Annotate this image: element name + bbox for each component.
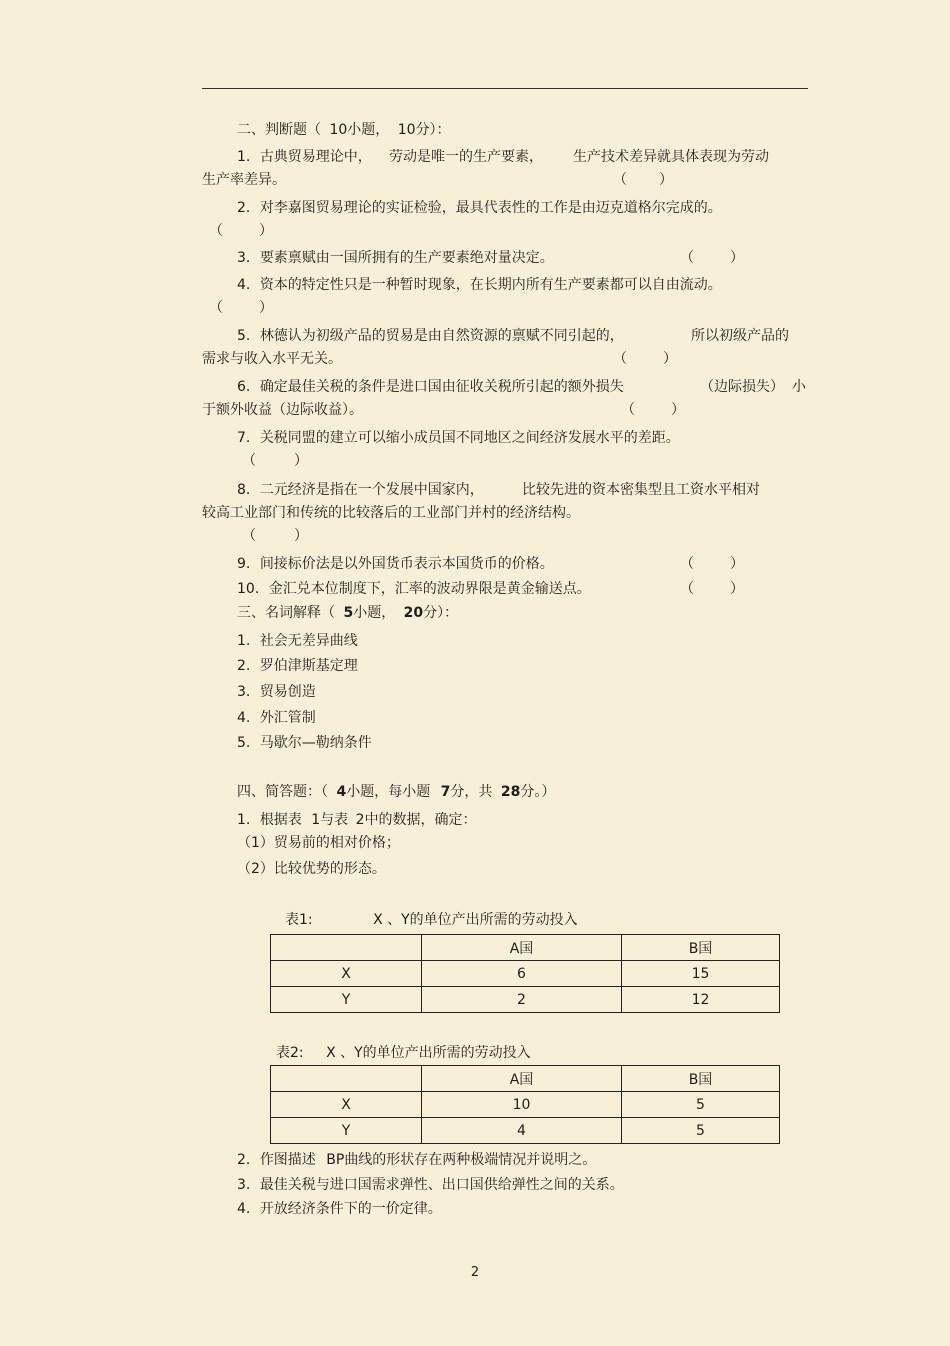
short-q-1 (237, 811, 477, 829)
table-row (271, 1092, 780, 1118)
heading-text: 三、名词解释（ (237, 605, 335, 621)
item-text: 要素禀赋由一国所拥有的生产要素绝对量决定。 (259, 250, 554, 266)
judge-item-6 (237, 378, 624, 396)
table-row (271, 1118, 780, 1144)
paren-close: ） (663, 351, 677, 367)
item-text: 所以初级产品的 (691, 328, 789, 344)
judge-item-7 (237, 429, 680, 447)
heading-text: 分。） (520, 784, 556, 800)
term-item-3 (237, 683, 316, 701)
table-cell: 5 (622, 1118, 780, 1144)
table-header-cell: B国 (622, 1066, 780, 1092)
table-cell: 5 (622, 1092, 780, 1118)
item-text: 比较先进的资本密集型且工资水平相对 (522, 482, 760, 498)
header-rule (202, 88, 808, 89)
heading-text: 小题，每小题 (346, 784, 431, 800)
table-cell: Y (271, 1118, 422, 1144)
table1-caption (285, 911, 578, 929)
paren-open: （ (613, 172, 627, 188)
item-number: 4. (237, 710, 251, 726)
paren-close: ） (730, 581, 744, 597)
paren-close: ） (259, 300, 273, 316)
table-cell: 10 (422, 1092, 622, 1118)
item-text: 社会无差异曲线 (259, 633, 358, 649)
table-cell: 12 (622, 987, 780, 1013)
judge-item-1 (237, 148, 372, 166)
page-number: 2 (470, 1265, 480, 1280)
item-text: 确定最佳关税的条件是进口国由征收关税所引起的额外损失 (259, 379, 624, 395)
judge-item-9 (237, 555, 554, 573)
table-cell: Y (271, 987, 422, 1013)
item-text: 间接标价法是以外国货币表示本国货币的价格。 (259, 556, 554, 572)
paren-close: ） (294, 453, 308, 469)
section2-heading (237, 121, 451, 139)
item-text: 金汇兑本位制度下，汇率的波动界限是黄金输送点。 (268, 581, 591, 597)
item-text: 开放经济条件下的一价定律。 (259, 1201, 442, 1217)
item-number: 3. (237, 684, 251, 700)
item-number: 10. (237, 581, 260, 597)
item-text: 对李嘉图贸易理论的实证检验，最具代表性的工作是由迈克道格尔完成的。 (259, 200, 722, 216)
item-number: 1. (237, 149, 251, 165)
item-number: 7. (237, 430, 251, 446)
judge-item-2 (237, 199, 722, 217)
item-text: 林德认为初级产品的贸易是由自然资源的禀赋不同引起的， (259, 328, 624, 344)
item-text: 罗伯津斯基定理 (259, 658, 358, 674)
paren-close: ） (259, 223, 273, 239)
table-row (271, 987, 780, 1013)
table-cell: X (271, 961, 422, 987)
table2 (270, 1065, 780, 1144)
item-number: 2. (237, 658, 251, 674)
table-cell: 6 (422, 961, 622, 987)
heading-total: 28 (500, 784, 521, 800)
table-header-cell: A国 (422, 1066, 622, 1092)
table-row (271, 961, 780, 987)
table-header-row (271, 1066, 780, 1092)
sub-question-2: （2）比较优势的形态。 (237, 861, 386, 877)
item-text: 最佳关税与进口国需求弹性、出口国供给弹性之间的关系。 (259, 1177, 624, 1193)
item-number: 6. (237, 379, 251, 395)
item-number: 5. (237, 735, 251, 751)
caption-label: 表2: (276, 1045, 304, 1061)
table-cell: 2 (422, 987, 622, 1013)
paren-open: （ (680, 581, 694, 597)
item-number: 2. (237, 200, 251, 216)
heading-text: 小题， (347, 122, 390, 138)
table-cell: X (271, 1092, 422, 1118)
paren-open: （ (242, 528, 256, 544)
item-number: 4. (237, 1201, 251, 1217)
heading-text: 小题， (353, 605, 396, 621)
item-text: 二元经济是指在一个发展中国家内， (259, 482, 484, 498)
paren-open: （ (209, 300, 223, 316)
paren-open: （ (242, 453, 256, 469)
judge-item-4 (237, 276, 722, 294)
item-text: 于额外收益（边际收益）。 (202, 402, 363, 418)
item-text: 劳动是唯一的生产要素， (389, 149, 543, 165)
table-header-cell: B国 (622, 935, 780, 961)
item-text: 外汇管制 (259, 710, 316, 726)
item-number: 3. (237, 1177, 251, 1193)
item-text: 生产率差异。 (202, 172, 286, 188)
paren-close: ） (671, 402, 685, 418)
table-cell: 15 (622, 961, 780, 987)
paren-close: ） (730, 556, 744, 572)
heading-text: 二、判断题（ (237, 122, 321, 138)
table-header-cell (271, 1066, 422, 1092)
paren-open: （ (680, 250, 694, 266)
heading-text: 四、简答题：（ (237, 784, 328, 800)
item-number: 4. (237, 277, 251, 293)
judge-item-5 (237, 327, 624, 345)
item-text: 根据表 (259, 812, 302, 828)
section3-heading (237, 604, 458, 622)
term-item-4 (237, 709, 316, 727)
item-text: 资本的特定性只是一种暂时现象，在长期内所有生产要素都可以自由流动。 (259, 277, 722, 293)
item-text: 小 (792, 379, 806, 395)
table-cell: 4 (422, 1118, 622, 1144)
item-text: BP曲线的形状存在两种极端情况并说明之。 (326, 1152, 597, 1168)
paren-open: （ (613, 351, 627, 367)
heading-score: 20 (403, 605, 424, 621)
heading-count: 4 (336, 784, 347, 800)
section4-heading (237, 783, 555, 801)
item-number: 9. (237, 556, 251, 572)
paren-open: （ (680, 556, 694, 572)
short-q-3 (237, 1176, 624, 1194)
item-text: 古典贸易理论中， (259, 149, 372, 165)
item-number: 5. (237, 328, 251, 344)
heading-text: 分，共 (450, 784, 493, 800)
item-text: 较高工业部门和传统的比较落后的工业部门并村的经济结构。 (202, 505, 580, 521)
table2-caption (276, 1044, 531, 1062)
table-header-cell: A国 (422, 935, 622, 961)
item-text: 1与表 (311, 812, 349, 828)
item-number: 3. (237, 250, 251, 266)
item-number: 1. (237, 633, 251, 649)
heading-text: 分）： (415, 122, 451, 138)
item-text: 关税同盟的建立可以缩小成员国不同地区之间经济发展水平的差距。 (259, 430, 680, 446)
table1 (270, 934, 780, 1013)
table-header-row (271, 935, 780, 961)
heading-score: 7 (440, 784, 451, 800)
item-text: 马歇尔—勒纳条件 (259, 735, 372, 751)
short-q-2 (237, 1151, 596, 1169)
short-q-4 (237, 1200, 442, 1218)
item-text: 生产技术差异就具体表现为劳动 (573, 149, 769, 165)
item-text: 贸易创造 (259, 684, 316, 700)
heading-text: 分）： (423, 605, 459, 621)
heading-count: 5 (343, 605, 354, 621)
term-item-1 (237, 632, 358, 650)
judge-item-8 (237, 481, 484, 499)
term-item-2 (237, 657, 358, 675)
paren-close: ） (659, 172, 673, 188)
caption-text: X 、Y的单位产出所需的劳动投入 (326, 1045, 531, 1061)
item-number: 1. (237, 812, 251, 828)
caption-label: 表1: (285, 912, 313, 928)
table-header-cell (271, 935, 422, 961)
sub-question-1: （1）贸易前的相对价格； (237, 835, 400, 851)
judge-item-10 (237, 580, 591, 598)
caption-text: X 、Y的单位产出所需的劳动投入 (373, 912, 578, 928)
item-text: （边际损失） (700, 379, 784, 395)
term-item-5 (237, 734, 372, 752)
judge-item-3 (237, 249, 554, 267)
item-text: 2中的数据，确定： (355, 812, 477, 828)
item-number: 8. (237, 482, 251, 498)
heading-count: 10 (329, 122, 348, 138)
paren-open: （ (621, 402, 635, 418)
paren-open: （ (209, 223, 223, 239)
item-text: 作图描述 (259, 1152, 316, 1168)
item-text: 需求与收入水平无关。 (202, 351, 342, 367)
item-number: 2. (237, 1152, 251, 1168)
paren-close: ） (294, 528, 308, 544)
paren-close: ） (730, 250, 744, 266)
heading-score: 10 (397, 122, 416, 138)
